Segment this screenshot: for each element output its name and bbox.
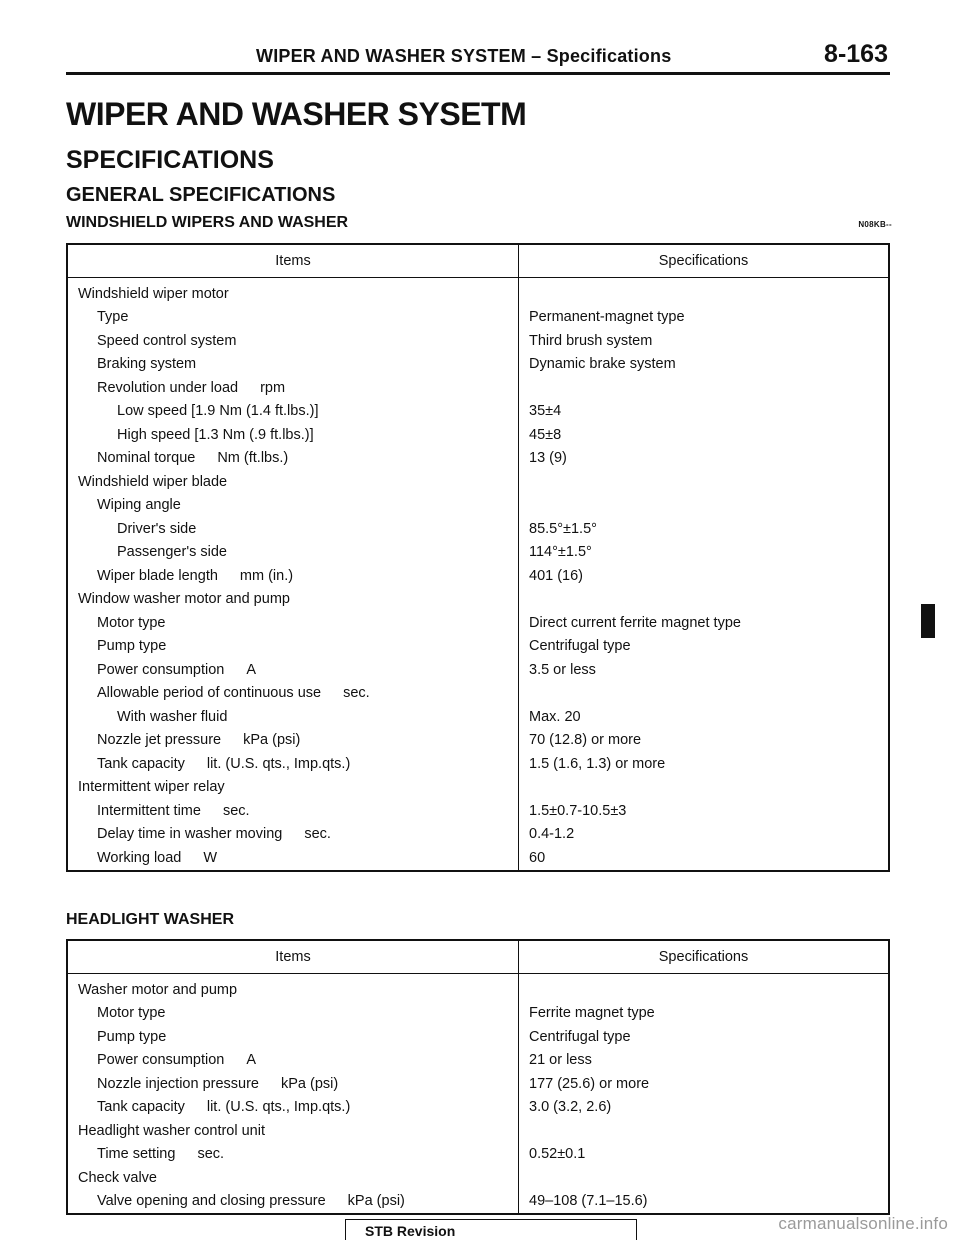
item-label: Power consumption (97, 661, 225, 678)
spec-value: 3.5 or less (529, 661, 596, 678)
item-cell (67, 1049, 519, 1073)
watermark: carmanualsonline.info (778, 1214, 948, 1233)
item-label: Time setting (97, 1146, 176, 1163)
item-label: Tank capacity (97, 755, 185, 772)
item-cell (67, 517, 519, 541)
spec-value (519, 682, 890, 706)
document-title: WIPER AND WASHER SYSETM (66, 96, 527, 132)
item-cell (67, 400, 519, 424)
item-label: Pump type (97, 638, 167, 655)
column-header-items: Items (67, 940, 519, 974)
item-unit: kPa (psi) (243, 732, 301, 749)
item-cell (67, 1166, 519, 1190)
item-label: Tank capacity (97, 1099, 185, 1116)
item-label: Speed control system (97, 332, 237, 349)
item-label: Headlight washer control unit (78, 1122, 265, 1139)
item-cell (67, 541, 519, 565)
item-cell (67, 1072, 519, 1096)
spec-value: 45±8 (529, 426, 562, 443)
spec-value (519, 376, 890, 400)
item-cell (67, 823, 519, 847)
item-cell (67, 682, 519, 706)
item-label: Wiper blade length (97, 567, 218, 584)
spec-value: 114°±1.5° (529, 544, 592, 561)
table-row (67, 494, 889, 518)
item-cell (67, 494, 519, 518)
spec-value (519, 494, 890, 518)
spec-value: 70 (12.8) or more (529, 732, 642, 749)
table-row (67, 776, 889, 800)
page-number: 8-163 (824, 40, 888, 68)
item-cell (67, 470, 519, 494)
item-label: Nozzle injection pressure (97, 1075, 259, 1092)
item-label: Washer motor and pump (78, 981, 238, 998)
item-cell (67, 564, 519, 588)
item-label: Delay time in washer moving (97, 826, 283, 843)
item-cell (67, 306, 519, 330)
item-unit: mm (in.) (239, 567, 294, 584)
wiper-table-heading: WINDSHIELD WIPERS AND WASHER (66, 214, 349, 231)
item-label: Braking system (97, 356, 197, 373)
item-label: Windshield wiper motor (78, 285, 229, 302)
spec-value: 85.5°±1.5° (529, 520, 597, 537)
item-unit: sec. (197, 1146, 225, 1163)
item-label: Low speed [1.9 Nm (1.4 ft.lbs.)] (117, 403, 319, 420)
table-row (67, 541, 889, 565)
item-label: Nominal torque (97, 450, 196, 467)
item-unit: kPa (psi) (347, 1193, 405, 1210)
table-row (67, 278, 889, 306)
item-unit: lit. (U.S. qts., Imp.qts.) (206, 1099, 351, 1116)
item-label: Intermittent time (97, 802, 201, 819)
table-row (67, 1072, 889, 1096)
spec-value: 177 (25.6) or more (529, 1075, 650, 1092)
headlight-table-heading: HEADLIGHT WASHER (66, 911, 234, 928)
table-row (67, 729, 889, 753)
table-row (67, 1190, 889, 1215)
item-label: Revolution under load (97, 379, 239, 396)
table-header-row (67, 940, 889, 974)
spec-value: 1.5±0.7-10.5±3 (529, 802, 627, 819)
item-cell (67, 329, 519, 353)
item-cell (67, 752, 519, 776)
item-label: Allowable period of continuous use (97, 685, 322, 702)
item-unit: sec. (304, 826, 331, 843)
item-unit: kPa (psi) (281, 1075, 339, 1092)
item-cell (67, 1190, 519, 1215)
column-header-specifications: Specifications (519, 940, 890, 974)
table-row (67, 400, 889, 424)
spec-value: 35±4 (529, 403, 562, 420)
spec-value: Permanent-magnet type (529, 309, 685, 326)
item-cell (67, 278, 519, 306)
table-row (67, 635, 889, 659)
item-cell (67, 776, 519, 800)
section-tab-marker (921, 604, 935, 638)
table-row (67, 752, 889, 776)
table-row (67, 611, 889, 635)
footer-label: STB Revision (365, 1223, 456, 1239)
table-row (67, 470, 889, 494)
table-row (67, 823, 889, 847)
spec-value: 13 (9) (529, 450, 567, 467)
item-cell (67, 1096, 519, 1120)
item-label: Nozzle jet pressure (97, 732, 222, 749)
item-label: Working load (97, 849, 182, 866)
table-row (67, 1049, 889, 1073)
item-label: Wiping angle (97, 497, 181, 514)
item-unit: W (203, 849, 218, 866)
table-row (67, 353, 889, 377)
table-row (67, 1096, 889, 1120)
spec-value: 1.5 (1.6, 1.3) or more (529, 755, 666, 772)
spec-value: 3.0 (3.2, 2.6) (529, 1099, 612, 1116)
header-title: WIPER AND WASHER SYSTEM – Specifications (256, 46, 672, 66)
spec-value: 49–108 (7.1–15.6) (529, 1193, 648, 1210)
wiper-spec-table (66, 243, 890, 872)
spec-value (519, 588, 890, 612)
table-row (67, 517, 889, 541)
table-row (67, 974, 889, 1002)
item-label: Passenger's side (117, 544, 227, 561)
section-title: SPECIFICATIONS (66, 146, 274, 174)
table-row (67, 1143, 889, 1167)
item-label: Type (97, 309, 129, 326)
table-row (67, 1119, 889, 1143)
headlight-table-body (67, 974, 889, 1215)
table-row (67, 1166, 889, 1190)
spec-value (519, 470, 890, 494)
table-row (67, 799, 889, 823)
spec-value: Max. 20 (529, 708, 581, 725)
table-header-row (67, 244, 889, 278)
item-cell (67, 1143, 519, 1167)
item-cell (67, 1002, 519, 1026)
table-row (67, 682, 889, 706)
table-row (67, 846, 889, 871)
table-row (67, 376, 889, 400)
item-label: Valve opening and closing pressure (97, 1193, 326, 1210)
spec-value (519, 1119, 890, 1143)
item-unit: A (246, 661, 257, 678)
spec-value (519, 278, 890, 306)
table-row (67, 447, 889, 471)
table-row (67, 1002, 889, 1026)
table-row (67, 658, 889, 682)
spec-value (519, 1166, 890, 1190)
item-cell (67, 635, 519, 659)
item-label: Check valve (78, 1169, 157, 1186)
item-unit: rpm (260, 379, 286, 396)
spec-value (519, 974, 890, 1002)
item-label: Pump type (97, 1028, 167, 1045)
spec-value: 60 (529, 849, 546, 866)
spec-value: Ferrite magnet type (529, 1005, 655, 1022)
column-header-items: Items (67, 244, 519, 278)
item-label: Window washer motor and pump (78, 591, 290, 608)
spec-value: Centrifugal type (529, 1028, 631, 1045)
column-header-specifications: Specifications (519, 244, 890, 278)
table-row (67, 1025, 889, 1049)
spec-value: Centrifugal type (529, 638, 631, 655)
item-label: High speed [1.3 Nm (.9 ft.lbs.)] (117, 426, 314, 443)
spec-value: 21 or less (529, 1052, 592, 1069)
page-header (66, 38, 890, 75)
item-unit: sec. (343, 685, 370, 702)
table-row (67, 306, 889, 330)
table-row (67, 705, 889, 729)
item-cell (67, 799, 519, 823)
item-cell (67, 353, 519, 377)
table-row (67, 423, 889, 447)
spec-value: Third brush system (529, 332, 653, 349)
item-cell (67, 611, 519, 635)
item-label: Motor type (97, 614, 166, 631)
item-unit: sec. (222, 802, 250, 819)
spec-value: Dynamic brake system (529, 356, 676, 373)
item-unit: Nm (ft.lbs.) (217, 450, 289, 467)
item-cell (67, 447, 519, 471)
item-label: Driver's side (117, 520, 197, 537)
table-row (67, 564, 889, 588)
item-cell (67, 729, 519, 753)
item-cell (67, 658, 519, 682)
headlight-spec-table (66, 939, 890, 1215)
spec-value (519, 776, 890, 800)
item-cell (67, 1119, 519, 1143)
item-cell (67, 846, 519, 871)
spec-value: 0.4-1.2 (529, 826, 575, 843)
spec-value: 0.52±0.1 (529, 1146, 586, 1163)
item-cell (67, 974, 519, 1002)
spec-value: Direct current ferrite magnet type (529, 614, 741, 631)
wiper-table-body (67, 278, 889, 871)
item-cell (67, 1025, 519, 1049)
table-row (67, 329, 889, 353)
item-cell (67, 705, 519, 729)
footer-box (345, 1219, 637, 1240)
item-cell (67, 376, 519, 400)
item-label: Power consumption (97, 1052, 225, 1069)
item-unit: A (246, 1052, 257, 1069)
spec-value: 401 (16) (529, 567, 584, 584)
table-row (67, 588, 889, 612)
item-label: Motor type (97, 1005, 166, 1022)
item-label: With washer fluid (117, 708, 228, 725)
item-label: Intermittent wiper relay (78, 779, 225, 796)
subsection-title: GENERAL SPECIFICATIONS (66, 184, 336, 206)
reference-code: N08KB-- (858, 220, 892, 229)
item-cell (67, 423, 519, 447)
item-label: Windshield wiper blade (78, 473, 228, 490)
item-cell (67, 588, 519, 612)
item-unit: lit. (U.S. qts., Imp.qts.) (206, 755, 351, 772)
